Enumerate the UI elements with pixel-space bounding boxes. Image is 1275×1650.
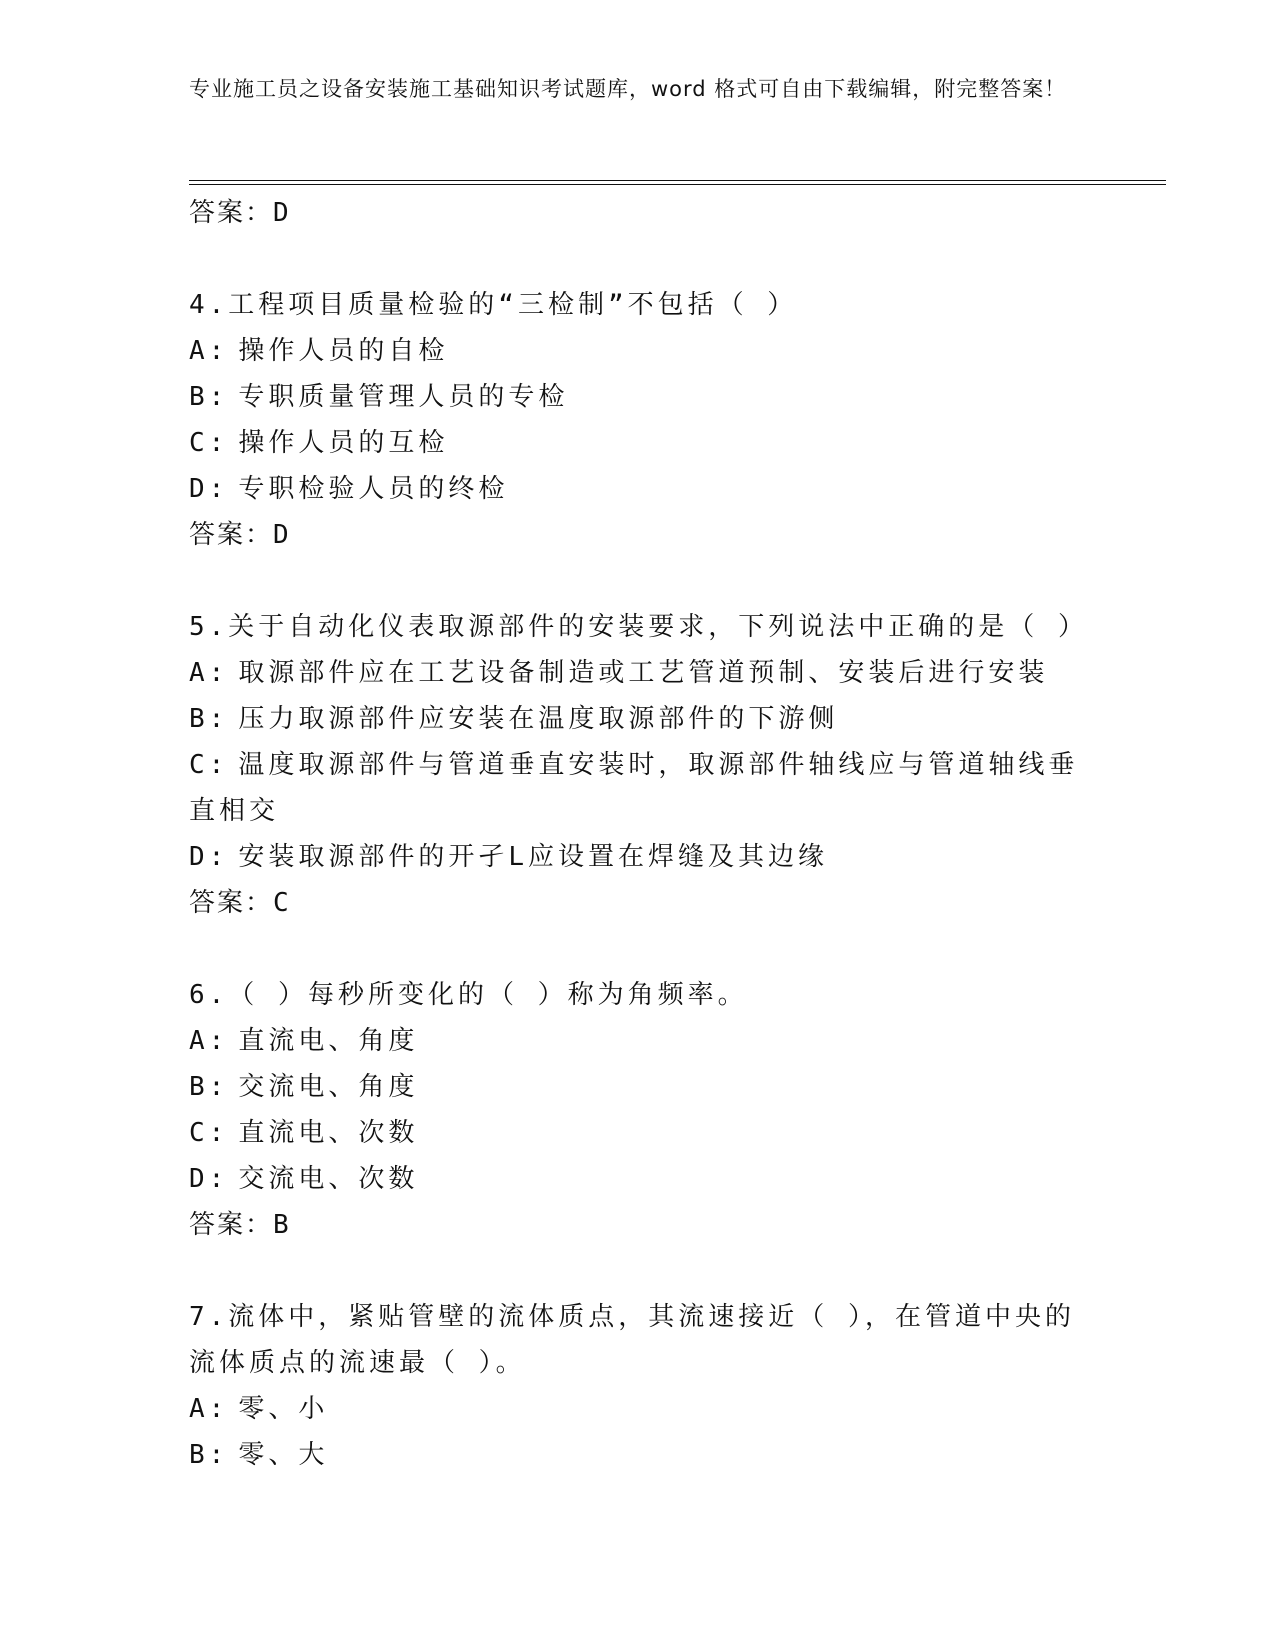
- option-text: 交流电、次数: [238, 1164, 419, 1194]
- option-label: B:: [189, 1440, 229, 1470]
- option-c: [189, 1110, 1089, 1156]
- option-b: [189, 374, 1089, 420]
- option-label: D:: [189, 842, 229, 872]
- question-5: [189, 604, 1089, 926]
- option-a: [189, 1018, 1089, 1064]
- option-text: 压力取源部件应安装在温度取源部件的下游侧: [238, 704, 839, 734]
- option-b: [189, 1432, 1089, 1478]
- option-label: A:: [189, 1394, 229, 1424]
- option-text: 取源部件应在工艺设备制造或工艺管道预制、安装后进行安装: [238, 658, 1049, 688]
- option-label: A:: [189, 336, 229, 366]
- option-c: [189, 420, 1089, 466]
- option-text: 专职质量管理人员的专检: [238, 382, 569, 412]
- question-6: [189, 972, 1089, 1248]
- option-label: A:: [189, 658, 229, 688]
- option-text: 温度取源部件与管道垂直安装时，取源部件轴线应与管道轴线垂直相交: [189, 750, 1079, 826]
- option-a: [189, 1386, 1089, 1432]
- option-text: 交流电、角度: [238, 1072, 419, 1102]
- option-label: C:: [189, 428, 229, 458]
- option-c: [189, 742, 1089, 834]
- option-a: [189, 328, 1089, 374]
- question-4: [189, 282, 1089, 558]
- option-label: B:: [189, 704, 229, 734]
- answer-line: 答案：D: [189, 198, 291, 228]
- question-stem: 4.工程项目质量检验的“三检制”不包括（ ）: [189, 290, 798, 320]
- option-text: 安装取源部件的开孑L应设置在焊缝及其边缘: [238, 842, 828, 872]
- option-text: 直流电、角度: [238, 1026, 419, 1056]
- option-label: C:: [189, 1118, 229, 1148]
- option-b: [189, 696, 1089, 742]
- option-text: 操作人员的自检: [238, 336, 449, 366]
- option-label: D:: [189, 1164, 229, 1194]
- question-7: [189, 1294, 1089, 1478]
- option-label: A:: [189, 1026, 229, 1056]
- answer-line: 答案：D: [189, 520, 291, 550]
- option-a: [189, 650, 1089, 696]
- header-divider-bottom: [189, 184, 1166, 185]
- option-d: [189, 834, 1089, 880]
- question-stem: 6.（ ）每秒所变化的（ ）称为角频率。: [189, 980, 748, 1010]
- question-list: [189, 190, 1089, 1478]
- header-divider-top: [189, 180, 1166, 181]
- option-d: [189, 1156, 1089, 1202]
- option-label: C:: [189, 750, 229, 780]
- answer-line: 答案：B: [189, 1210, 291, 1240]
- question-stem: 5.关于自动化仪表取源部件的安装要求，下列说法中正确的是（ ）: [189, 612, 1088, 642]
- option-d: [189, 466, 1089, 512]
- option-text: 操作人员的互检: [238, 428, 449, 458]
- option-text: 零、小: [238, 1394, 329, 1424]
- option-label: B:: [189, 1072, 229, 1102]
- option-label: D:: [189, 474, 229, 504]
- option-text: 直流电、次数: [238, 1118, 419, 1148]
- option-text: 专职检验人员的终检: [238, 474, 509, 504]
- document-header: 专业施工员之设备安装施工基础知识考试题库，word 格式可自由下载编辑，附完整答案！: [189, 77, 1067, 101]
- option-b: [189, 1064, 1089, 1110]
- answer-line: 答案：C: [189, 888, 291, 918]
- option-label: B:: [189, 382, 229, 412]
- question-stem: 7.流体中，紧贴管壁的流体质点，其流速接近（ ），在管道中央的流体质点的流速最（ ）。: [189, 1302, 1075, 1378]
- option-text: 零、大: [238, 1440, 329, 1470]
